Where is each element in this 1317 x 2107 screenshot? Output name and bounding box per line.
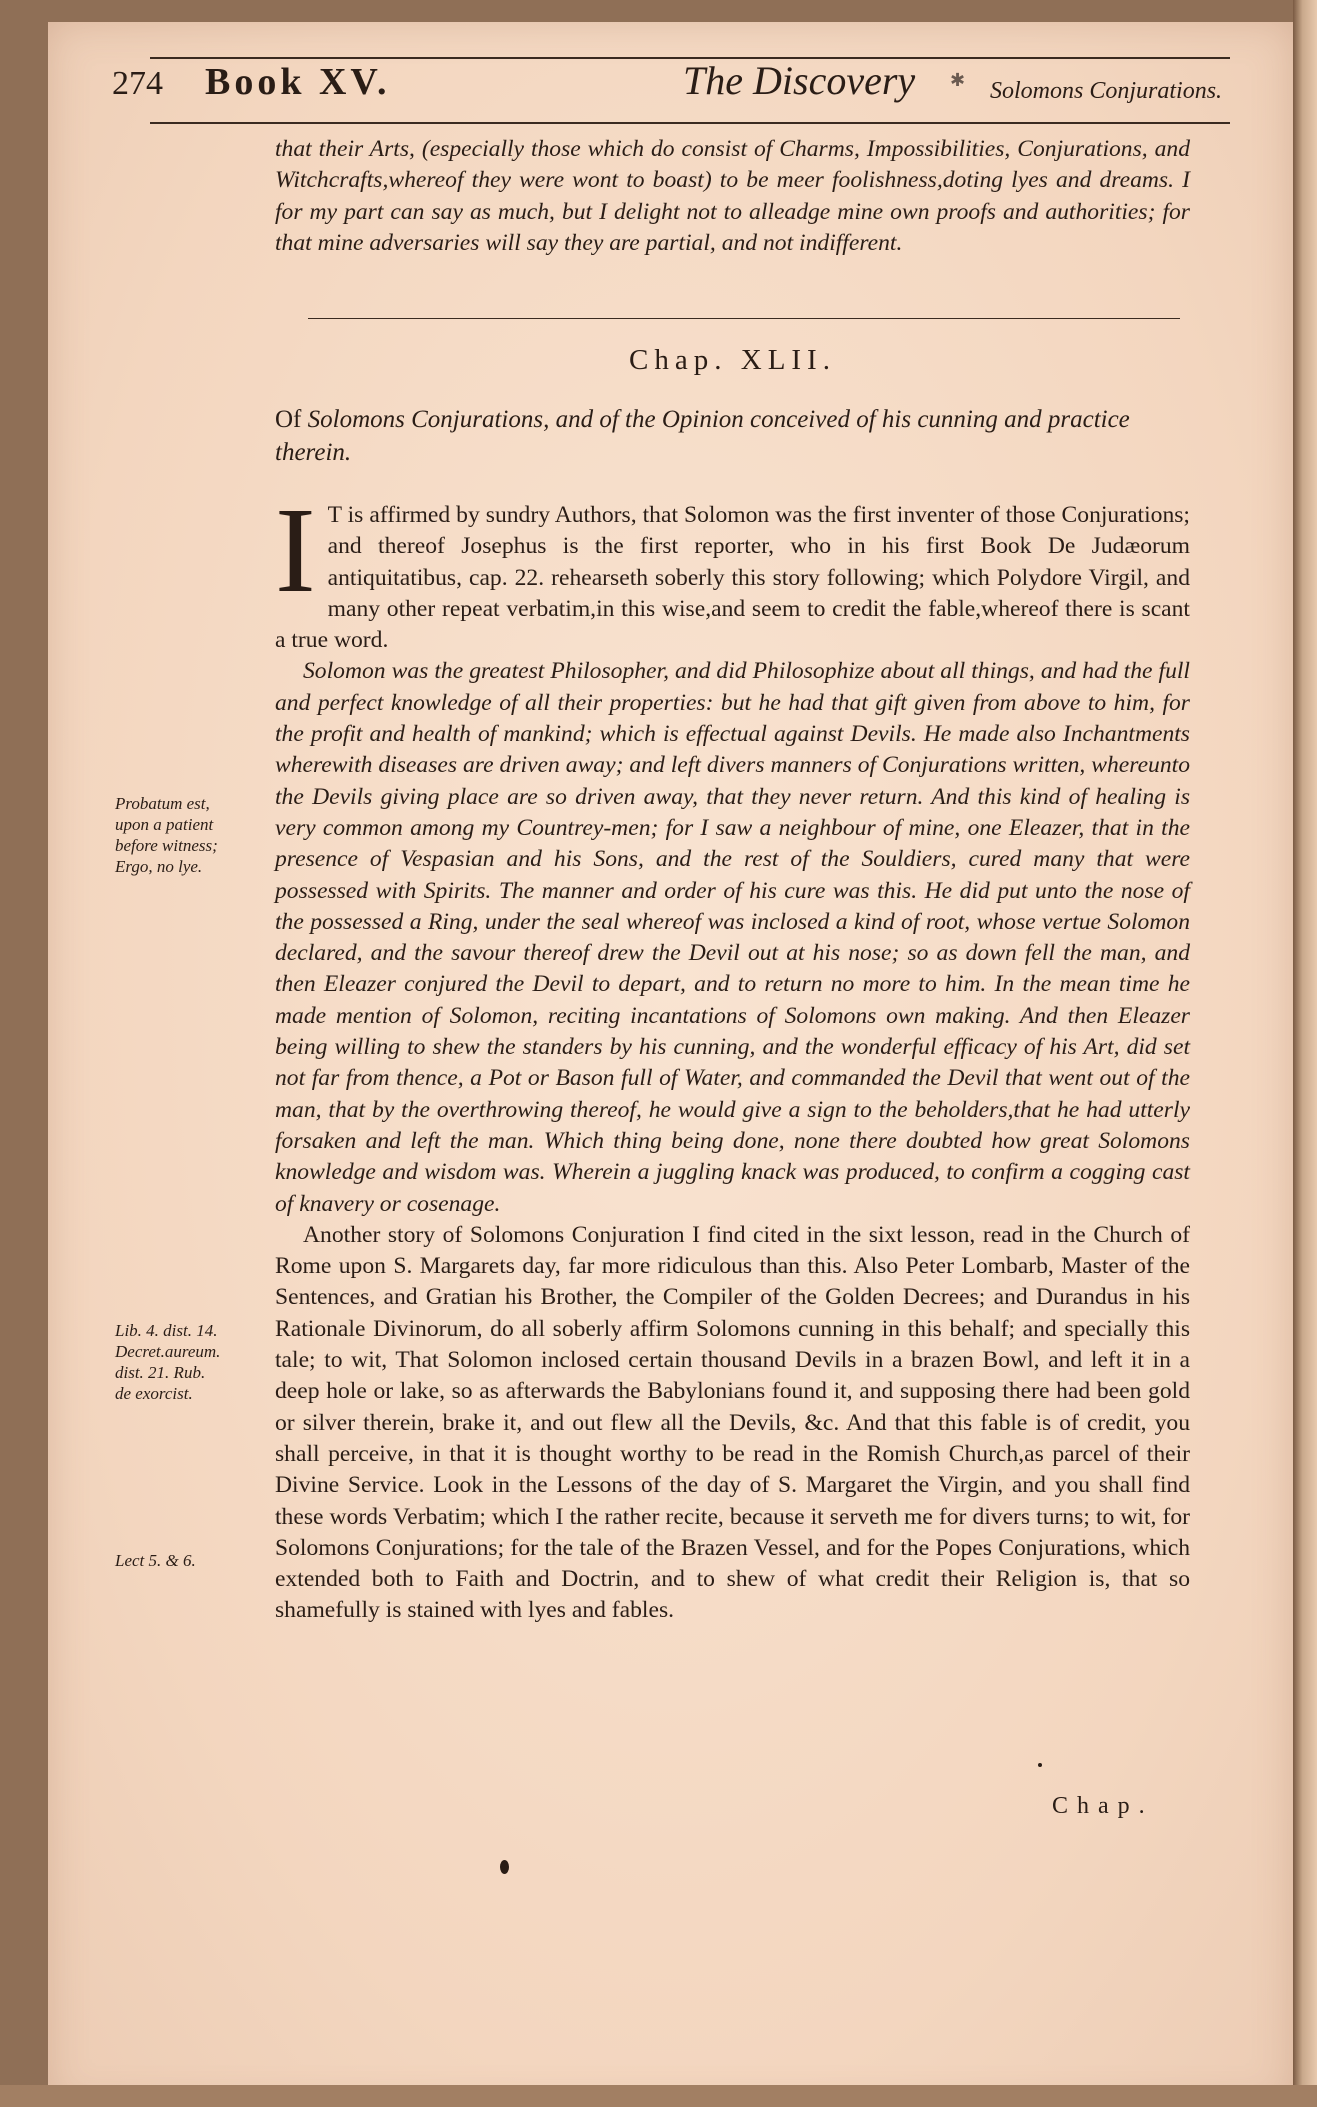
paragraph-1-text: T is affirmed by sundry Authors, that Solomon was the first inventer of those Conjurations; and thereof Josephus is the first reporter, who in his first Book De Judæorum antiquitatibus, cap. 22. rehearseth soberly this story following; which Polydore Virgil, and many other repeat verbatim,in this wise,and seem to credit the fable,whereof there is scant a true word. (275, 502, 1190, 654)
paragraph-1 (275, 483, 1190, 656)
catchword: Chap. (1052, 1793, 1154, 1819)
top-paragraph: that their Arts, (especially those which do consist of Charms, Impossibilities, Conjurations, and Witchcrafts,whereof they were wont to boast) to be meer foolishness,doting lyes and dreams. I for my part can say as much, but I delight not to alleadge mine own proofs and authorities; for that mine adversaries will say they are partial, and not indifferent. (275, 136, 1190, 256)
adjacent-page-edge (1293, 0, 1317, 2107)
chapter-title-first-word: Of (275, 406, 302, 433)
page-bottom-shadow (0, 2085, 1317, 2107)
header-bottom-rule (150, 122, 1230, 124)
ink-blot (500, 1860, 509, 1874)
section-divider (308, 318, 1180, 319)
paragraph-2: Solomon was the greatest Philosopher, and did Philosophize about all things, and had the full and perfect knowledge of all their properties: but he had that gift given from above to him, for the profit and health of mankind; which is effectual against Devils. He made also Inchantments wherewith diseases are driven away; and left divers manners of Conjurations written, whereunto the Devils giving place are so driven away, that they never return. And this kind of healing is very common among my Countrey-men; for I saw a neighbour of mine, one Eleazer, that in the presence of Vespasian and his Sons, and the rest of the Souldiers, cured many that were possessed with Spirits. The manner and order of his cure was this. He did put unto the nose of the possessed a Ring, under the seal whereof was inclosed a kind of root, whose vertue Solomon declared, and the savour thereof drew the Devil out at his nose; so as down fell the man, and then Eleazer conjured the Devil to depart, and to return no more to him. In the mean time he made mention of Solomon, reciting incantations of Solomons own making. And then Eleazer being willing to shew the standers by his cunning, and the wonderful efficacy of his Art, did set not far from thence, a Pot or Bason full of Water, and commanded the Devil that went out of the man, that by the overthrowing thereof, he would give a sign to the beholders,that he had utterly forsaken and left the man. Which thing being done, none there doubted how great Solomons knowledge and wisdom was. Wherein a juggling knack was produced, to confirm a cogging cast of knavery or cosenage. (275, 658, 1190, 1217)
ink-speck (1038, 1763, 1042, 1767)
chapter-title-rest: Solomons Conjurations, and of the Opinion conceived of his cunning and practice therein. (275, 406, 1130, 466)
margin-note-lect: Lect 5. & 6. (115, 1551, 196, 1570)
header-top-rule (150, 57, 1230, 59)
page-number: 274 (112, 65, 163, 102)
drop-cap: I (275, 483, 316, 618)
chapter-heading: Chap. XLII. (629, 344, 836, 376)
chapter-body (275, 483, 1190, 1627)
book-label: Book XV. (205, 61, 391, 103)
running-head-subject: Solomons Conjurations. (990, 78, 1223, 104)
chapter-title (275, 403, 1190, 469)
paragraph-3: Another story of Solomons Conjuration I find cited in the sixt lesson, read in the Church of Rome upon S. Margarets day, far more ridiculous than this. Also Peter Lombarb, Master of the Sentences, and Gratian his Brother, the Compiler of the Golden Decrees; and Durandus in his Rationale Divinorum, do all soberly affirm Solomons cunning in this behalf; and specially this tale; to wit, That Solomon inclosed certain thousand Devils in a brazen Bowl, and left it in a deep hole or lake, so as afterwards the Babylonians found it, and supposing there had been gold or silver therein, brake it, and out flew all the Devils, &c. And that this fable is of credit, you shall perceive, in that it is thought worthy to be read in the Romish Church,as parcel of their Divine Service. Look in the Lessons of the day of S. Margaret the Virgin, and you shall find these words Verbatim; which I the rather recite, because it serveth me for divers turns; to wit, for Solomons Conjurations; for the tale of the Brazen Vessel, and for the Popes Conjurations, which extended both to Faith and Doctrin, and to shew of what credit their Religion is, that so shamefully is stained with lyes and fables. (275, 1221, 1190, 1624)
running-head-title: The Discovery (683, 58, 916, 103)
margin-note-lib: Lib. 4. dist. 14. Decret.aureum. dist. 21. Rub. de exorcist. (115, 1321, 221, 1403)
ornament-icon: ✱ (950, 70, 966, 90)
margin-note-probatum: Probatum est, upon a patient before witness; Ergo, no lye. (115, 794, 218, 876)
